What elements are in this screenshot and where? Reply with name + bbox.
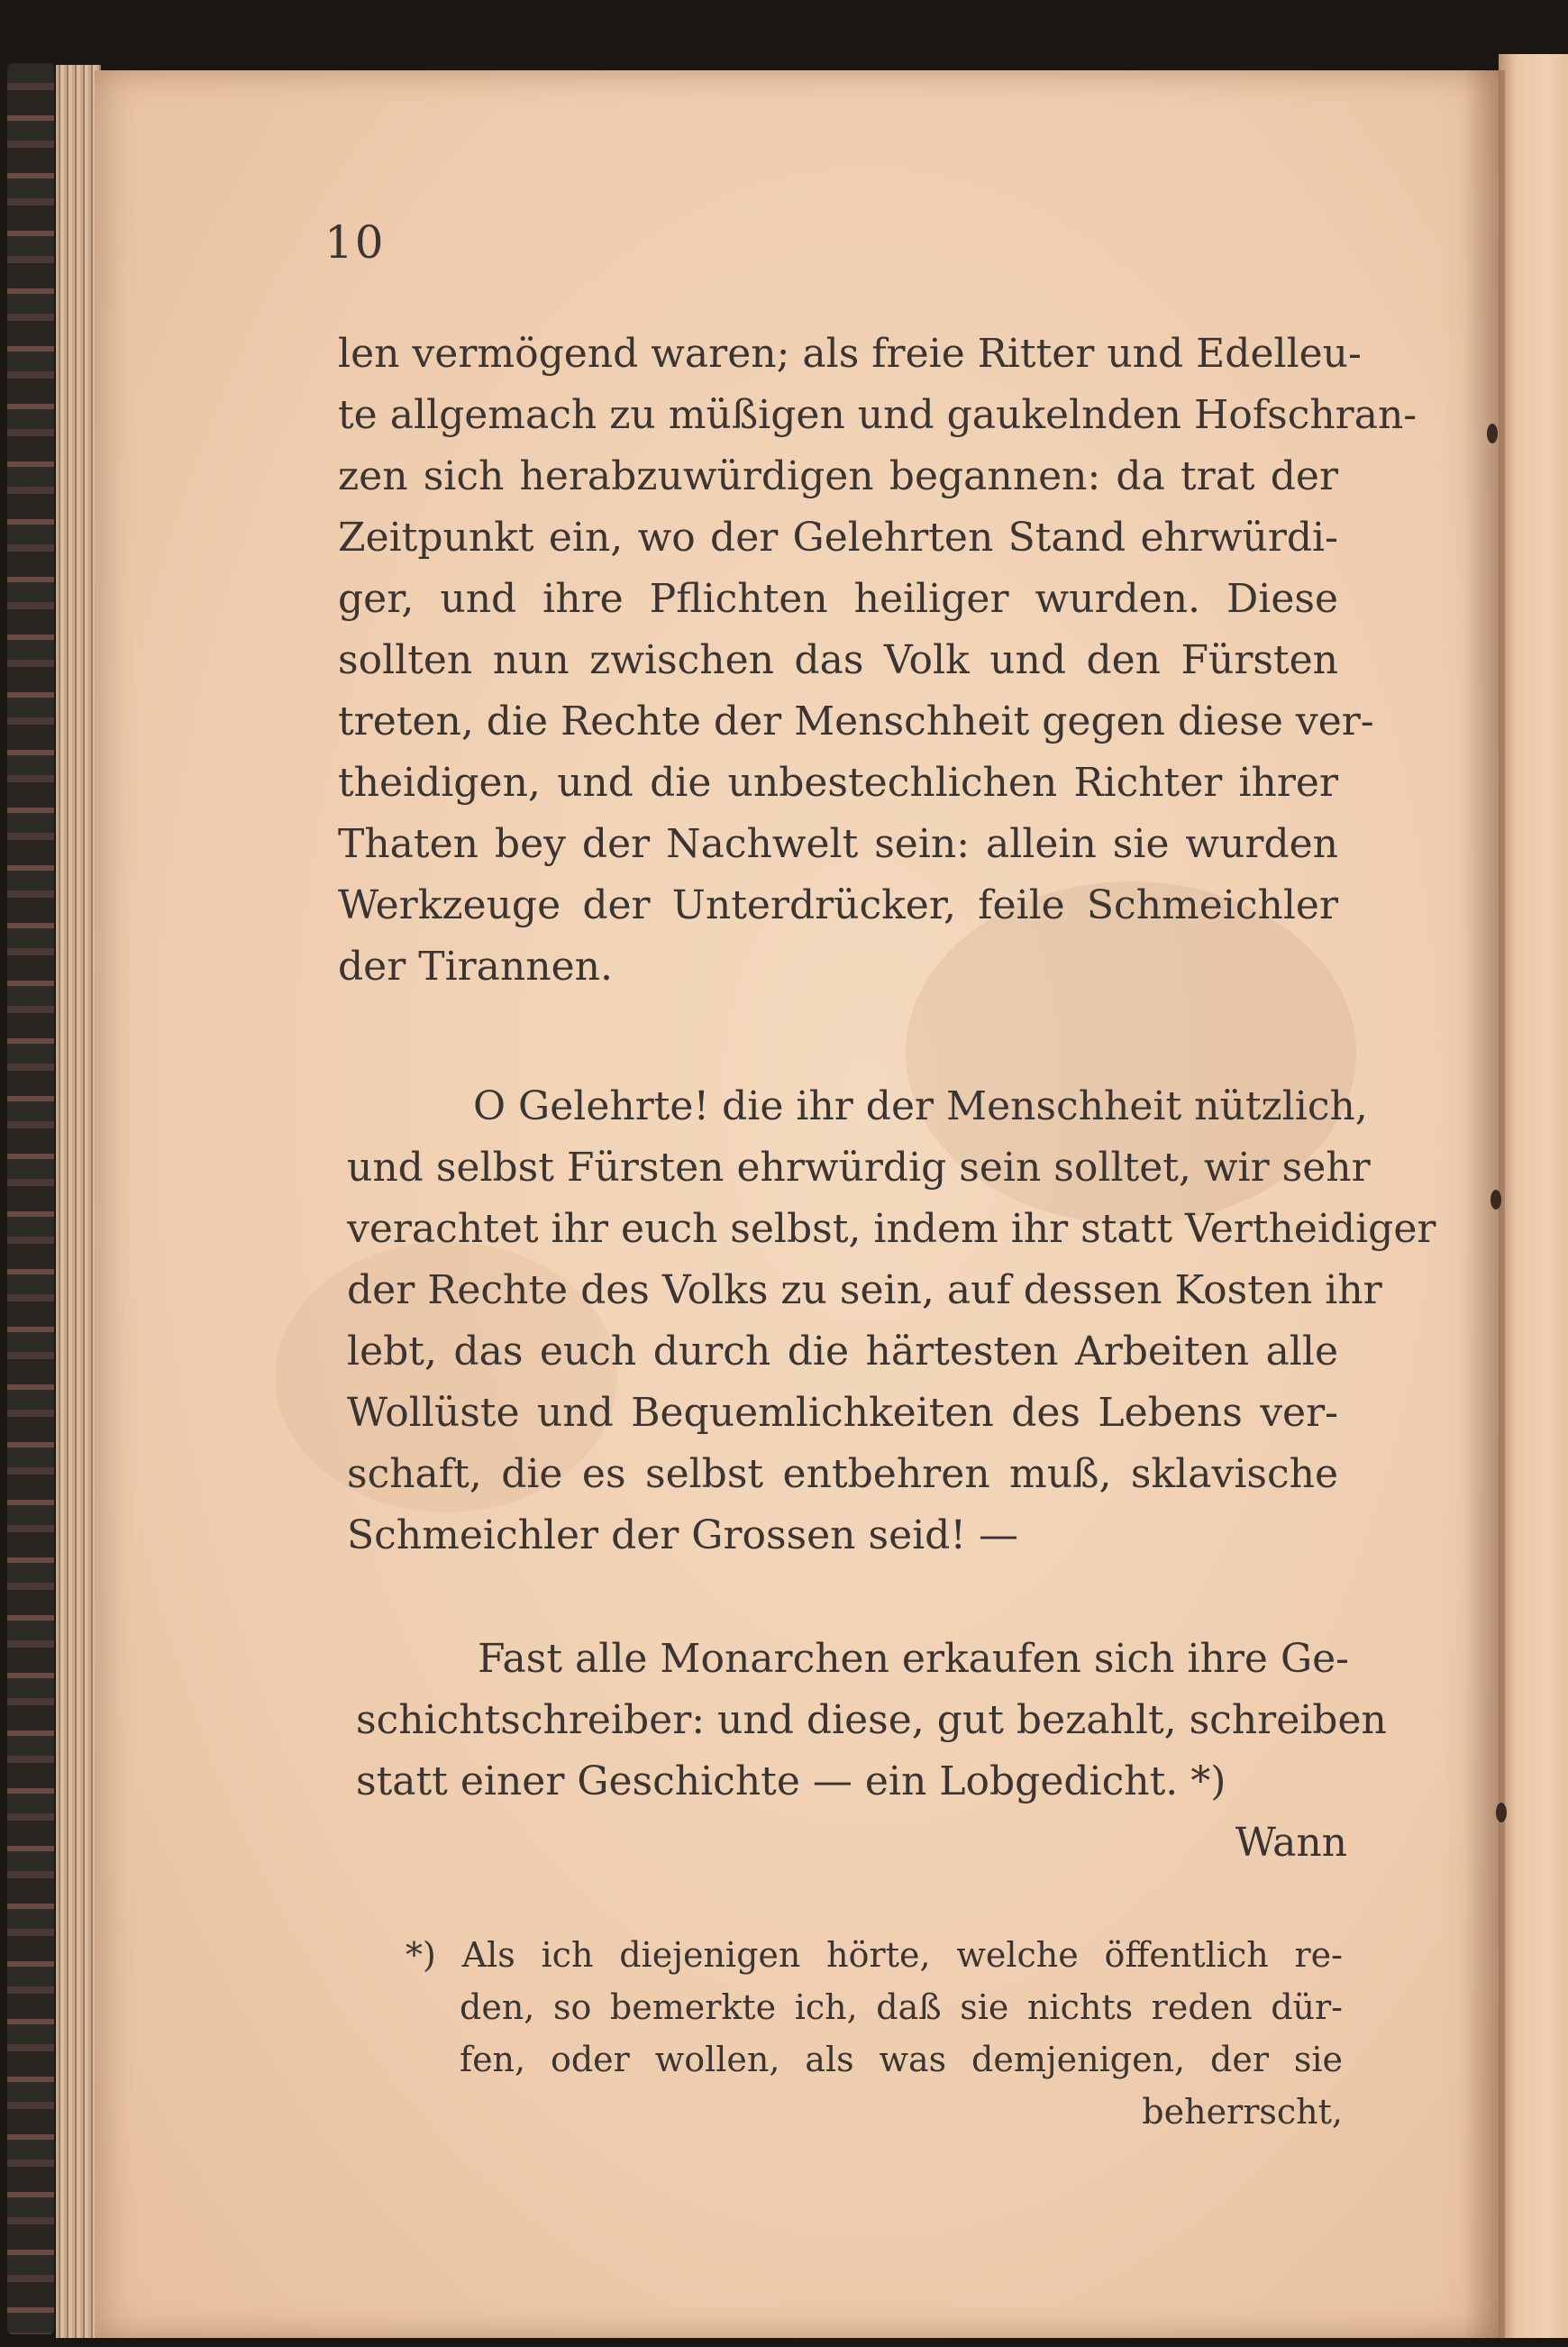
footnote xyxy=(406,1929,1343,2154)
paragraph-2 xyxy=(347,1077,1436,1582)
paragraph-1 xyxy=(338,324,1418,1009)
catchword xyxy=(1171,1813,1347,1873)
text-line: theidigen, und die unbestechlichen Richter ihrer xyxy=(338,760,1338,806)
book-spine xyxy=(7,63,54,2334)
text-line: statt einer Geschichte — ein Lobgedicht. *) xyxy=(356,1758,1226,1804)
footnote-line: beherrscht, xyxy=(1142,2092,1343,2132)
facing-page-edge xyxy=(1499,54,1568,2338)
text-line: Schmeichler der Grossen seid! — xyxy=(347,1512,1019,1558)
text-line: Wollüste und Bequemlichkeiten des Lebens ver- xyxy=(347,1390,1338,1436)
text-line: Zeitpunkt ein, wo der Gelehrten Stand ehrwürdi- xyxy=(338,515,1338,561)
text-line: verachtet ihr euch selbst, indem ihr statt Vertheidiger xyxy=(347,1206,1436,1252)
text-line: der Tirannen. xyxy=(338,944,613,990)
text-line: sollten nun zwischen das Volk und den Fürsten xyxy=(338,637,1338,683)
text-line: der Rechte des Volks zu sein, auf dessen Kosten ihr xyxy=(347,1267,1382,1313)
text-line: len vermögend waren; als freie Ritter und Edelleu- xyxy=(338,331,1362,377)
binding-stitch xyxy=(1496,1803,1507,1822)
text-line: schaft, die es selbst entbehren muß, sklavische xyxy=(347,1451,1338,1497)
page-number: 10 xyxy=(324,216,386,269)
text-line: te allgemach zu müßigen und gaukelnden Hofschran- xyxy=(338,392,1418,438)
catchword-text: Wann xyxy=(1235,1820,1347,1866)
footnote-line: *) Als ich diejenigen hörte, welche öffentlich re- xyxy=(406,1935,1343,1975)
text-line: treten, die Rechte der Menschheit gegen diese ver- xyxy=(338,699,1374,744)
text-line: Werkzeuge der Unterdrücker, feile Schmeichler xyxy=(338,882,1338,928)
text-line: Fast alle Monarchen erkaufen sich ihre Ge- xyxy=(478,1636,1350,1682)
text-line: zen sich herabzuwürdigen begannen: da trat der xyxy=(338,453,1338,499)
paragraph-3 xyxy=(356,1630,1387,1828)
footnote-line: den, so bemerkte ich, daß sie nichts reden dür- xyxy=(460,1987,1343,2027)
binding-stitch xyxy=(1491,1190,1501,1210)
text-line: O Gelehrte! die ihr der Menschheit nützlich, xyxy=(473,1083,1368,1129)
binding-stitch xyxy=(1487,424,1498,443)
text-line: und selbst Fürsten ehrwürdig sein solltet, wir sehr xyxy=(347,1145,1371,1191)
text-line: Thaten bey der Nachwelt sein: allein sie wurden xyxy=(338,821,1338,867)
footnote-line: fen, oder wollen, als was demjenigen, der sie xyxy=(460,2040,1343,2079)
text-line: ger, und ihre Pflichten heiliger wurden. Diese xyxy=(338,576,1338,622)
text-line: lebt, das euch durch die härtesten Arbeiten alle xyxy=(347,1329,1338,1374)
text-line: schichtschreiber: und diese, gut bezahlt, schreiben xyxy=(356,1697,1387,1743)
